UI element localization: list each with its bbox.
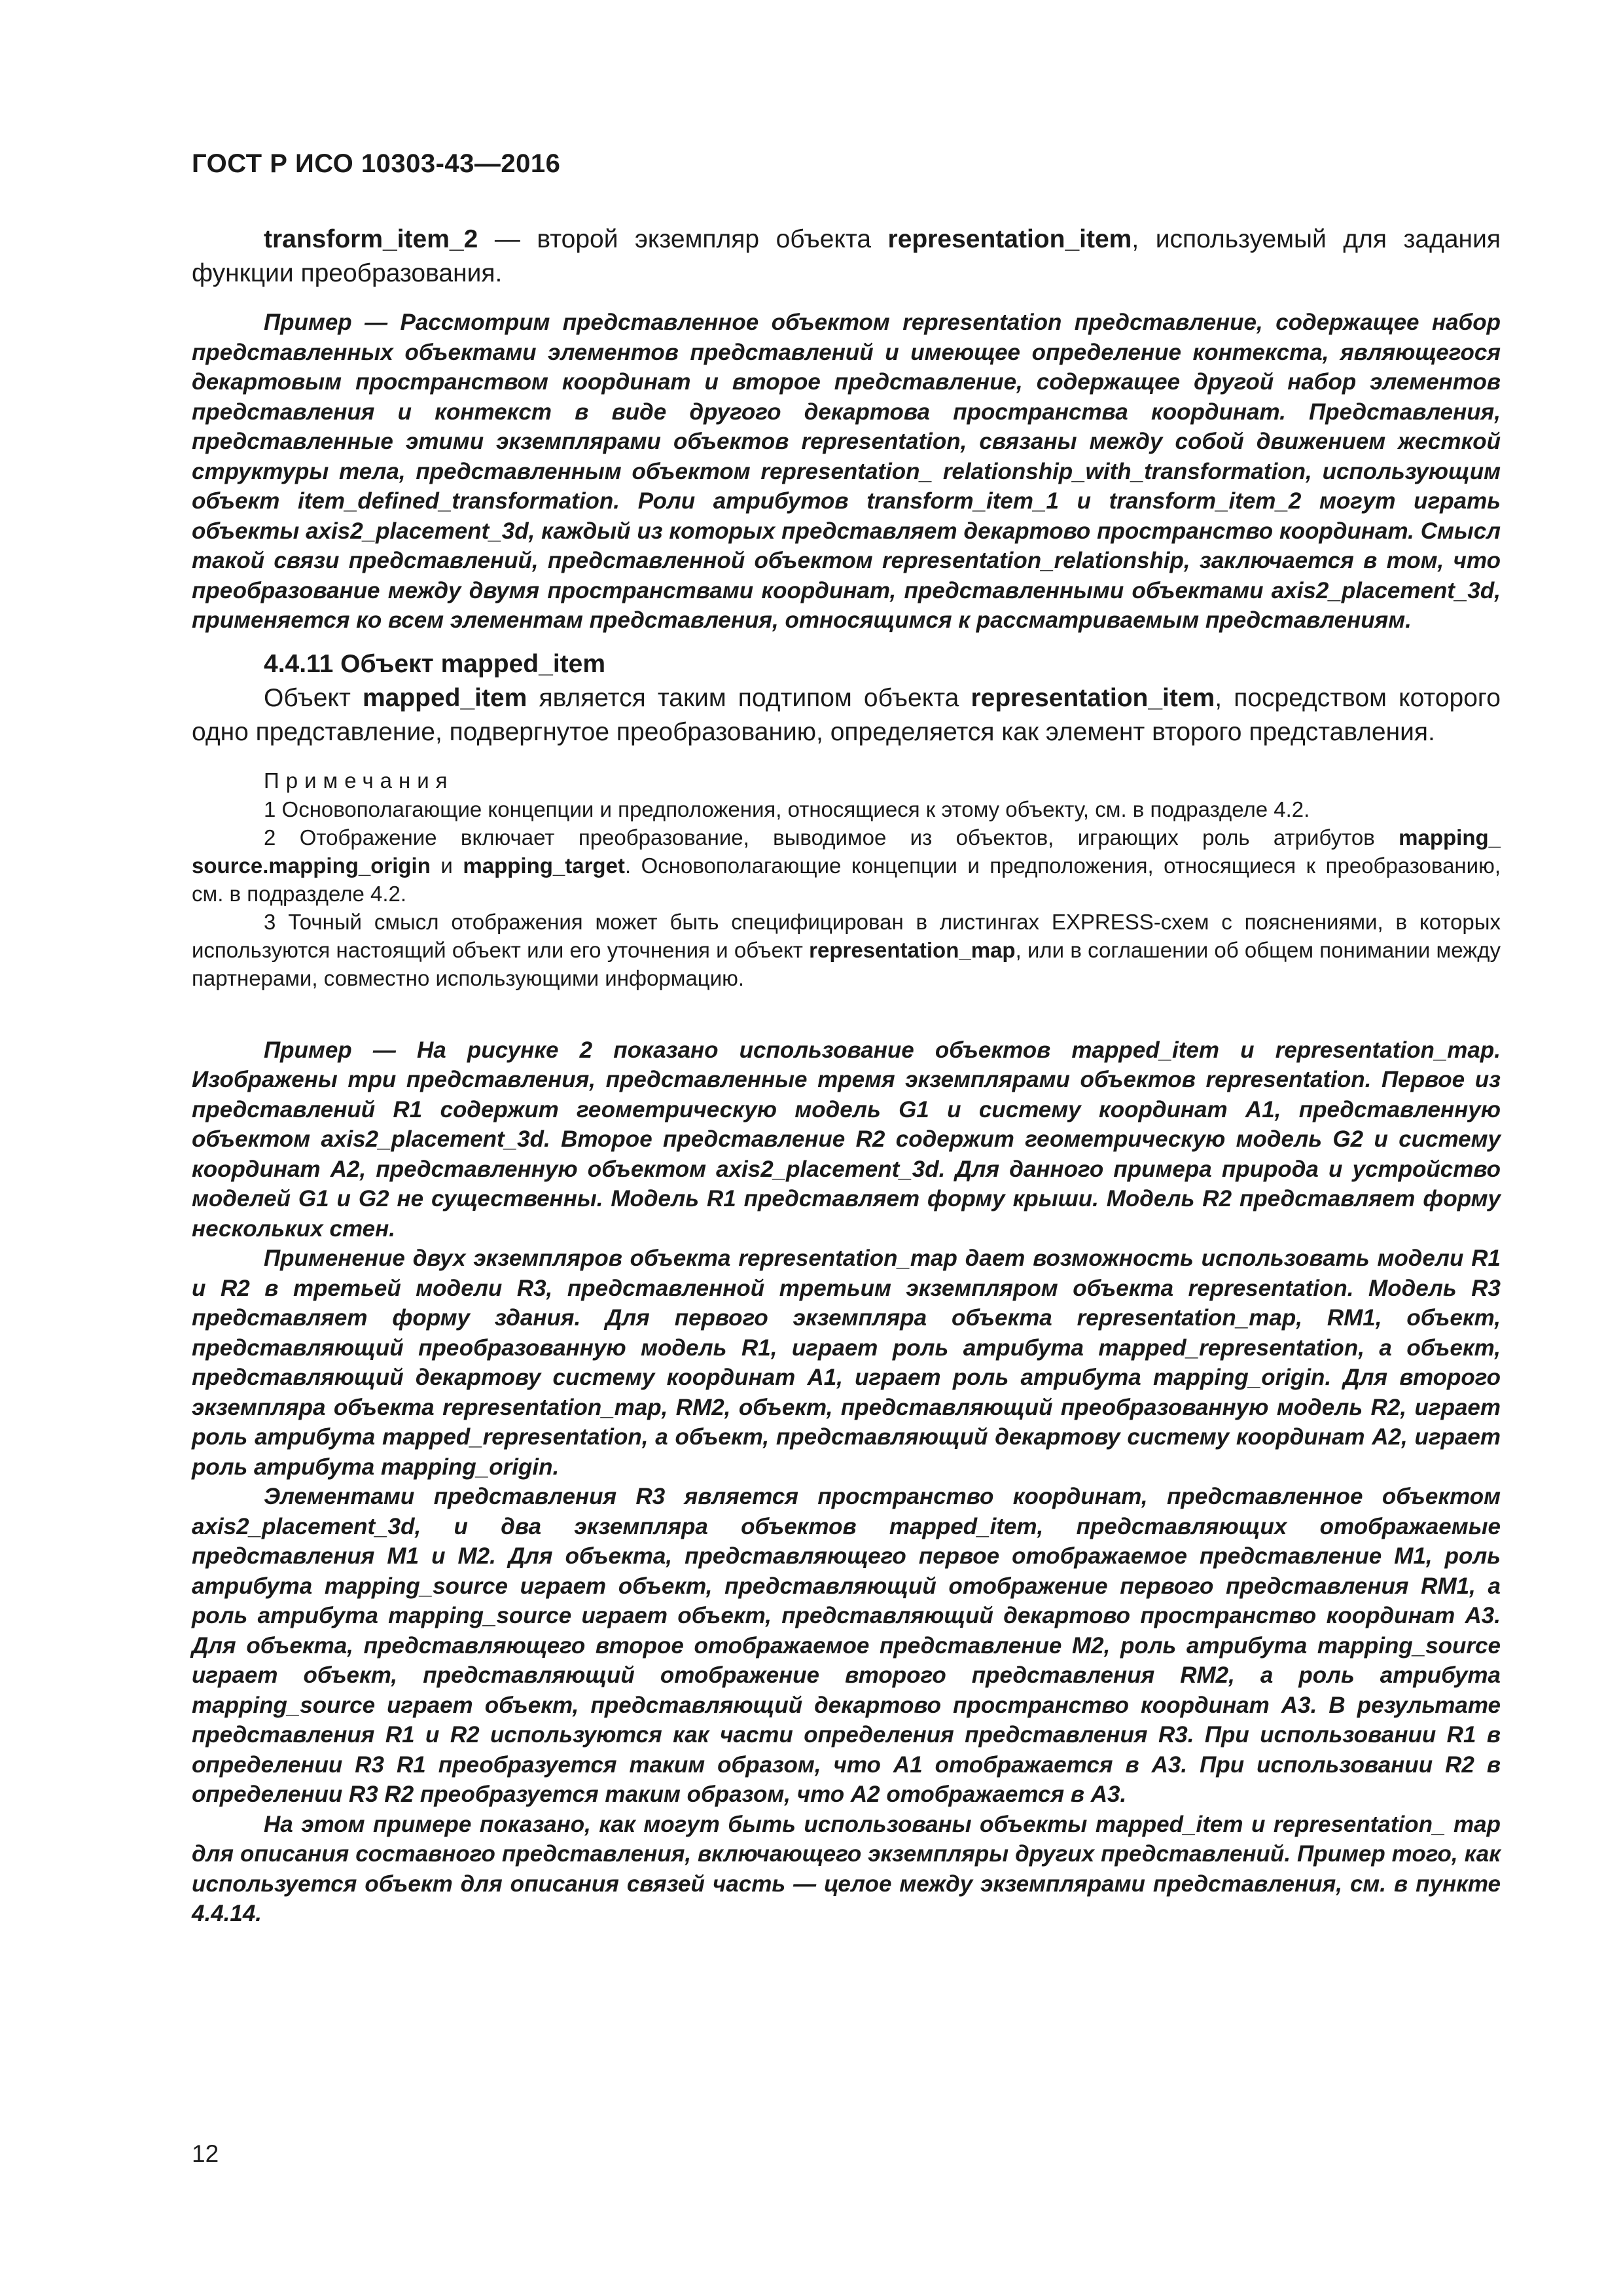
document-header: ГОСТ Р ИСО 10303-43—2016 [192, 149, 561, 178]
section-paragraph: Объект mapped_item является таким подтипом объекта representation_item, посредством которого одно представление, подвергнутое преобразованию, определяется как элемент второго представления. [192, 683, 1501, 746]
page-number: 12 [192, 2140, 219, 2167]
example-paragraph: Пример — На рисунке 2 показано использование объектов mapped_item и representation_map. Изображены три представления, представленные тремя экземплярами объектов representation. Первое из представлений R1 содержит геометрическую модель G1 и систему координат A1, представленную объектом axis2_placement_3d. Второе представление R2 содержит геометрическую модель G2 и систему координат A2, представленную объектом axis2_placement_3d. Для данного примера природа и устройство моделей G1 и G2 не существенны. Модель R1 представляет форму крыши. Модель R2 представляет форму нескольких стен. [192, 1037, 1501, 1242]
entity-name: representation_item [887, 225, 1132, 253]
note-2: 2 Отображение включает преобразование, выводимое из объектов, играющих роль атрибутов mapping_ source.mapping_origin и mapping_target. Основополагающие концепции и предположения, относящиеся к преобразованию, см. в подразделе 4.2. [192, 825, 1501, 906]
notes-title: Примечания [264, 768, 454, 793]
page-content [192, 223, 1501, 1929]
note-1: 1 Основополагающие концепции и предположения, относящиеся к этому объекту, см. в подразделе 4.2. [264, 797, 1310, 821]
example-paragraph: Пример — Рассмотрим представленное объектом representation представление, содержащее набор представленных объектами элементов представлений и имеющее определение контекста, являющегося декартовым пространством координат и второе представление, содержащее другой набор элементов представления и контекст в виде другого декартова пространства координат. Представления, представленные этими экземплярами объектов representation, связаны между собой движением жесткой структуры тела, представленным объектом representation_ relationship_with_transformation, использующим объект item_defined_transformation. Роли атрибутов transform_item_1 и transform_item_2 могут играть объекты axis2_placement_3d, каждый из которых представляет декартово пространство координат. Смысл такой связи представлений, представленной объектом representation_relationship, заключается в том, что преобразование между двумя пространствами координат, представленными объектами axis2_placement_3d, применяется ко всем элементам представления, относящимся к рассматриваемым представлениям. [192, 310, 1501, 633]
note-3: 3 Точный смысл отображения может быть специфицирован в листингах EXPRESS-схем с пояснениями, в которых используются настоящий объект или его уточнения и объект representation_map, или в соглашении об общем понимании между партнерами, совместно использующими информацию. [192, 909, 1501, 990]
example-paragraph: Элементами представления R3 является пространство координат, представленное объектом axis2_placement_3d, и два экземпляра объектов mapped_item, представляющих отображаемые представления M1 и M2. Для объекта, представляющего первое отображаемое представление M1, роль атрибута mapping_source играет объект, представляющий отображение первого представления RM1, а роль атрибута mapping_source играет объект, представляющий декартово пространство координат A3. Для объекта, представляющего второе отображаемое представление M2, роль атрибута mapping_source играет объект, представляющий отображение второго представления RM2, а роль атрибута mapping_source играет объект, представляющий декартово пространство координат A3. В результате представления R1 и R2 используются как части определения представления R3. При использовании R1 в определении R3 R1 преобразуется таким образом, что A1 отображается в A3. При использовании R2 в определении R3 R2 преобразуется таким образом, что A2 отображается в A3. [192, 1484, 1501, 1807]
example-paragraph: Применение двух экземпляров объекта representation_map дает возможность использовать модели R1 и R2 в третьей модели R3, представленной третьим экземпляром объекта representation. Модель R3 представляет форму здания. Для первого экземпляра объекта representation_map, RM1, объект, представляющий преобразованную модель R1, играет роль атрибута mapped_representation, а объект, представляющий декартову систему координат A1, играет роль атрибута mapping_origin. Для второго экземпляра объекта representation_map, RM2, объект, представляющий преобразованную модель R2, играет роль атрибута mapped_representation, а объект, представляющий декартову систему координат A2, играет роль атрибута mapping_origin. [192, 1246, 1501, 1480]
term-name: transform_item_2 [264, 225, 478, 253]
definition-paragraph: transform_item_2 — второй экземпляр объекта representation_item, используемый для задания функции преобразования. [192, 225, 1501, 287]
entity-name: mapped_item [362, 683, 527, 712]
section-heading: 4.4.11 Объект mapped_item [264, 649, 606, 678]
entity-name: representation_item [971, 683, 1215, 712]
example-paragraph: На этом примере показано, как могут быть использованы объекты mapped_item и representation_ map для описания составного представления, включающего экземпляры других представлений. Пример того, как используется объект для описания связей часть — целое между экземплярами представления, см. в пункте 4.4.14. [192, 1811, 1501, 1926]
